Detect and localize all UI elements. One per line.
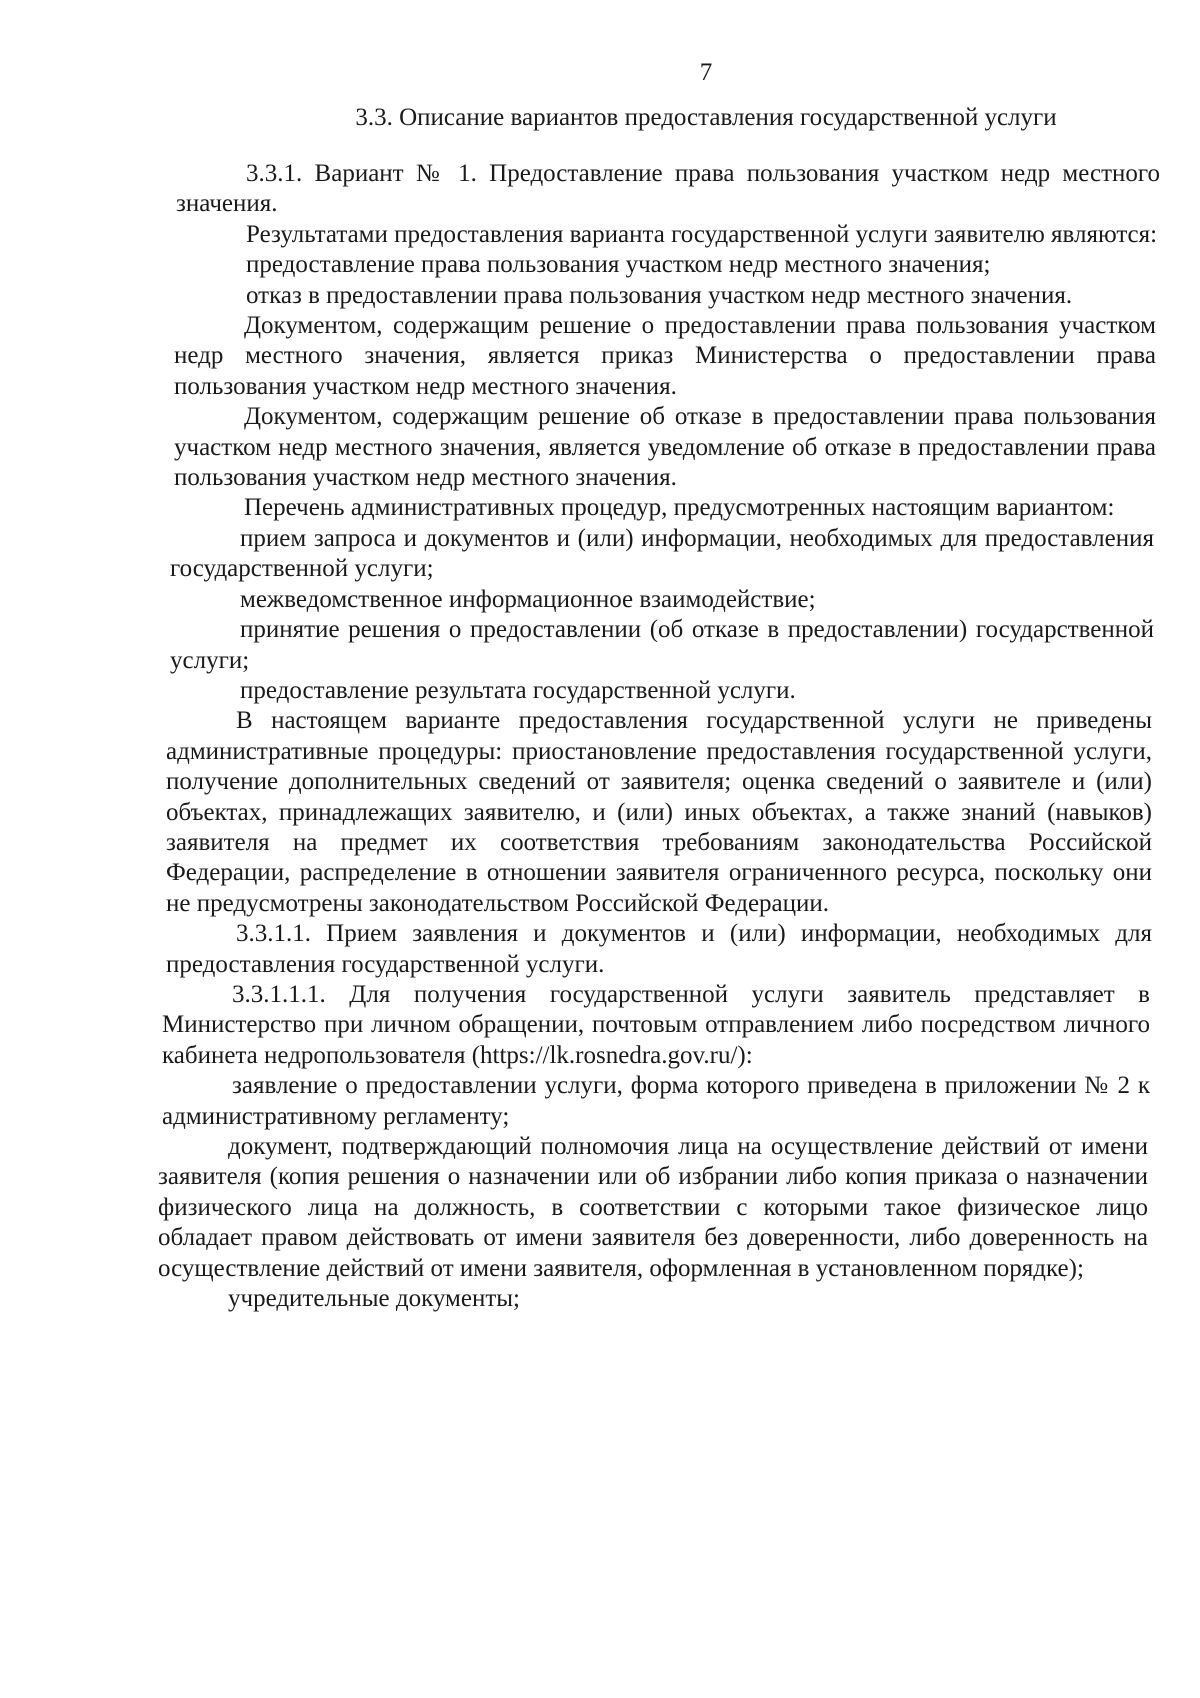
paragraph-refusal-document: Документом, содержащим решение об отказе в предоставлении права пользования участком недр местного значения, является уведомление об отказе в предоставлении права пользования участком недр местного значения. bbox=[174, 403, 1156, 492]
paragraph-result-refusal: отказ в предоставлении права пользования участком недр местного значения. bbox=[246, 281, 1073, 309]
paragraph-results-intro: Результатами предоставления варианта государственной услуги заявителю являются: bbox=[246, 220, 1158, 248]
paragraph-procedure-decision: принятие решения о предоставлении (об отказе в предоставлении) государственной услуги; bbox=[170, 616, 1154, 674]
paragraph-excluded-procedures: В настоящем варианте предоставления государственной услуги не приведены административные процедуры: приостановление предоставления государственной услуги, получение дополнительных сведений от заявителя; оценка сведений о заявителе и (или) объектах, принадлежащих заявителю, и (или) иных объектах, а также знаний (навыков) заявителя на предмет их соответствия требованиям законодательства Российской Федерации, распределение в отношении заявителя ограниченного ресурса, поскольку они не предусмотрены законодательством Российской Федерации. bbox=[166, 707, 1152, 917]
paragraph-authority-document: документ, подтверждающий полномочия лица на осуществление действий от имени заявителя (копия решения о назначении или об избрании либо копия приказа о назначении физического лица на должность, в соответствии с которыми такое физическое лицо обладает правом действовать от имени заявителя без доверенности, либо доверенность на осуществление действий от имени заявителя, оформленная в установленном порядке); bbox=[158, 1133, 1148, 1282]
paragraph-procedure-result: предоставление результата государственной услуги. bbox=[240, 676, 796, 704]
paragraph-variant-title: 3.3.1. Вариант № 1. Предоставление права пользования участком недр местного значения. bbox=[176, 160, 1160, 218]
paragraph-application-form: заявление о предоставлении услуги, форма которого приведена в приложении № 2 к административному регламенту; bbox=[162, 1072, 1150, 1130]
page-number: 7 bbox=[699, 59, 713, 86]
paragraph-result-grant: предоставление права пользования участком недр местного значения; bbox=[246, 251, 991, 279]
paragraph-constituent-documents: учредительные документы; bbox=[228, 1285, 521, 1313]
document-body bbox=[158, 159, 1160, 1314]
paragraph-section-3-3-1-1-1: 3.3.1.1.1. Для получения государственной услуги заявитель представляет в Министерство при личном обращении, почтовым отправлением либо посредством личного кабинета недропользователя (https://lk.rosnedra.gov.ru/): bbox=[162, 980, 1150, 1069]
section-heading: 3.3. Описание вариантов предоставления государственной услуги bbox=[355, 104, 1057, 131]
paragraph-procedure-reception: прием запроса и документов и (или) информации, необходимых для предоставления государственной услуги; bbox=[170, 524, 1154, 583]
paragraph-procedures-intro: Перечень административных процедур, предусмотренных настоящим вариантом: bbox=[244, 494, 1115, 522]
paragraph-grant-document: Документом, содержащим решение о предоставлении права пользования участком недр местного значения, является приказ Министерства о предоставлении права пользования участком недр местного значения. bbox=[174, 312, 1156, 400]
paragraph-section-3-3-1-1: 3.3.1.1. Прием заявления и документов и (или) информации, необходимых для предоставления государственной услуги. bbox=[166, 920, 1152, 978]
paragraph-procedure-interagency: межведомственное информационное взаимодействие; bbox=[240, 585, 816, 613]
